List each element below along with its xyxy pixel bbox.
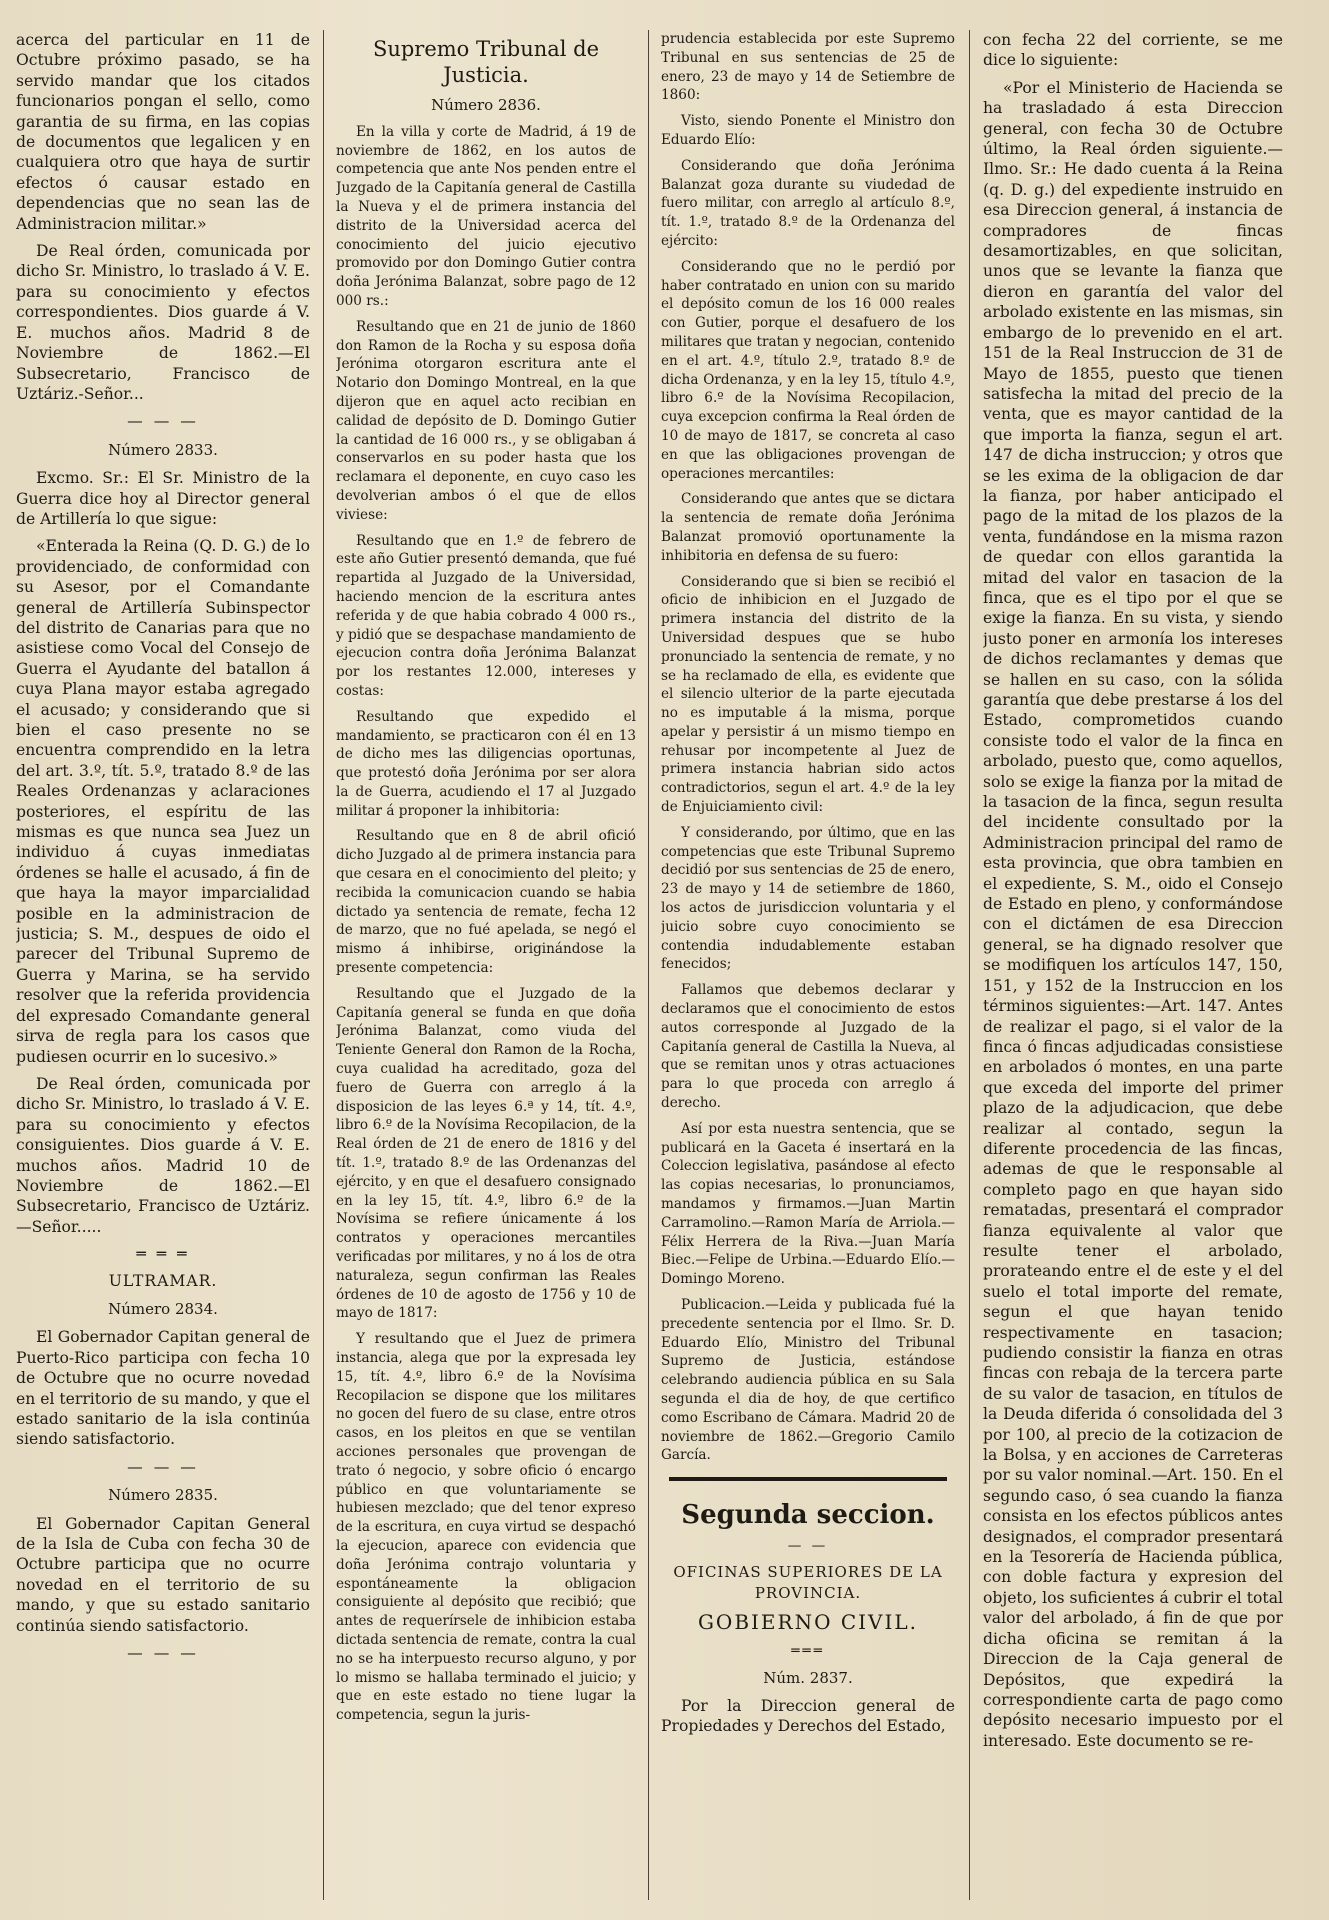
paragraph: Publicacion.—Leida y publicada fué la precedente sentencia por el Ilmo. Sr. D. Eduardo Elío, Ministro del Tribunal Supremo de Justicia, estándose celebrando audiencia pública en su Sala segunda el dia de hoy, de que certifico como Escribano de Cámara. Madrid 20 de noviembre de 1862.—Gregorio Camilo García.: [661, 1297, 955, 1464]
paragraph: Considerando que antes que se dictara la sentencia de remate doña Jerónima Balanzat promovió oportunamente la inhibitoria en defensa de su fuero:: [661, 491, 955, 564]
section-heading: Supremo Tribunal de Justicia.: [372, 37, 600, 87]
separator: ═ ═ ═: [136, 1245, 190, 1264]
separator: — — —: [127, 1457, 199, 1476]
paragraph: Resultando que en 8 de abril ofició dicho Juzgado al de primera instancia para que cesara en el conocimiento del pleito; y recibida la comunicacion cuando se habia dictado ya sentencia de remate, fecha 12 de marzo, que no fué apelada, se negó el mismo á inhibirse, originándose la presente competencia:: [336, 828, 636, 977]
paragraph: Visto, siendo Ponente el Ministro don Eduardo Elío:: [661, 113, 955, 148]
paragraph: Resultando que el Juzgado de la Capitanía general se funda en que doña Jerónima Balanzat, como viuda del Teniente General don Ramon de la Rocha, cuya cualidad ha acreditado, goza del fuero de Guerra con arreglo á la disposicion de las leyes 6.ª y 14, tít. 4.º, libro 6.º de la Novísima Recopilacion, de la Real órden de 21 de enero de 1816 y del tít. 1.º, tratado 8.º de las Ordenanzas del ejército, y en que el desafuero consignado en la ley 15, tít. 4.º, libro 6.º de la Novísima se refiere únicamente á los contratos y operaciones mercantiles verificadas por militares, y no á los de otra naturaleza, segun confirman las Reales órdenes de 10 de agosto de 1756 y 10 de mayo de 1817:: [336, 985, 636, 1322]
office-heading: GOBIERNO CIVIL.: [697, 1609, 919, 1634]
paragraph: Resultando que expedido el mandamiento, se practicaron con él en 13 de dicho mes las diligencias oportunas, que protestó doña Jerónima por ser alora la de Guerra, acudiendo el 17 al Juzgado militar á proponer la inhibitoria:: [336, 708, 636, 819]
column-rule: [323, 30, 324, 1900]
paragraph: El Gobernador Capitan General de la Isla de Cuba con fecha 30 de Octubre participa que no ocurre novedad en el territorio de su mando, y que su estado sanitario continúa siendo satisfactorio.: [16, 1514, 310, 1635]
paragraph: Así por esta nuestra sentencia, que se publicará en la Gaceta é insertará en la Coleccion legislativa, pasándose al efecto las copias necesarias, lo pronunciamos, mandamos y firmamos.—Juan Martin Carramolino.—Ramon María de Arriola.—Félix Herrera de la Riva.—Juan María Biec.—Felipe de Urbina.—Eduardo Elío.—Domingo Moreno.: [661, 1120, 955, 1288]
article-number: Número 2833.: [108, 440, 218, 459]
paragraph: Y considerando, por último, que en las competencias que este Tribunal Supremo decidió por sus sentencias de 25 de enero, 23 de mayo y 14 de setiembre de 1860, los actos de jurisdiccion voluntaria y el juicio sobre cuyo conocimiento se contendia indudablemente estaban fenecidos;: [661, 824, 955, 973]
separator: — — —: [127, 1644, 199, 1663]
separator: ═══: [791, 1642, 825, 1659]
column-1: [16, 30, 310, 1900]
article-number: Núm. 2837.: [763, 1668, 853, 1687]
column-2: [336, 30, 636, 1900]
office-heading: OFICINAS SUPERIORES DE LA PROVINCIA.: [673, 1562, 943, 1602]
paragraph: Resultando que en 21 de junio de 1860 don Ramon de la Rocha y su esposa doña Jerónima otorgaron escritura ante el Notario don Domingo Montreal, en la que dijeron que en aquel acto recibian en calidad de depósito de D. Domingo Gutier la cantidad de 16 000 rs., y se obligaban á conservarlos en su poder hasta que los reclamara el deponente, en cuyo caso les devolverian ambos ó el que de ellos viviese:: [336, 318, 636, 523]
article-number: Número 2834.: [108, 1299, 218, 1318]
paragraph: Y resultando que el Juez de primera instancia, alega que por la expresada ley 15, tít. 4.º, libro 6.º de la Novísima Recopilacion se dispone que los militares no gocen del fuero de su clase, entre otros casos, en los pleitos en que se ventilan acciones personales que provengan de trato ó negocio, y sobre oficio ó encargo público en que voluntariamente se hubiesen mezclado; que del tenor expreso de la escritura, en cuya virtud se despachó la ejecucion, aparece con evidencia que doña Jerónima contrajo voluntaria y espontáneamente la obligacion consiguiente al depósito que recibió; que antes de requerírsele de inhibicion estaba dictada sentencia de remate, contra la cual no se ha interpuesto recurso alguno, y por lo mismo se hallaba terminado el juicio; y que en este estado no tiene lugar la competencia, segun la juris-: [336, 1331, 636, 1724]
column-4: [983, 30, 1283, 1900]
section-heading: ULTRAMAR.: [108, 1271, 218, 1290]
section-rule: [669, 1477, 947, 1481]
paragraph: De Real órden, comunicada por dicho Sr. Ministro, lo traslado á V. E. para su conocimiento y efectos correspondientes. Dios guarde á V. E. muchos años. Madrid 8 de Noviembre de 1862.—El Subsecretario, Francisco de Uztáriz.-Señor...: [16, 242, 310, 403]
paragraph: Por la Direccion general de Propiedades y Derechos del Estado,: [661, 1696, 955, 1735]
separator: — —: [787, 1538, 829, 1555]
paragraph: El Gobernador Capitan general de Puerto-Rico participa con fecha 10 de Octubre que no ocurre novedad en el territorio de su mando, y que el estado sanitario de la isla continúa siendo satisfactorio.: [16, 1328, 310, 1449]
column-rule: [648, 30, 649, 1900]
column-rule: [969, 30, 970, 1900]
paragraph: acerca del particular en 11 de Octubre próximo pasado, se ha servido mandar que los citados funcionarios pongan el sello, como garantia de su firma, en las copias de documentos que legalicen y en cualquiera otro que haya de surtir efectos ó causar estado en dependencias que no sean las de Administracion militar.»: [16, 31, 310, 233]
article-number: Número 2835.: [108, 1486, 218, 1505]
paragraph: «Enterada la Reina (Q. D. G.) de lo providenciado, de conformidad con su Asesor, por el Comandante general de Artillería Subinspector del distrito de Canarias para que no asistiese como Vocal del Consejo de Guerra el Ayudante del batallon á cuya Plana mayor estaba agregado el acusado; y considerando que si bien el caso presente no se encuentra comprendido en la letra del art. 3.º, tít. 5.º, tratado 8.º de las Reales Ordenanzas y aclaraciones posteriores, el espíritu de las mismas es que nunca sea Juez un individuo á cuyas inmediatas órdenes se halle el acusado, á fin de que haya la mayor imparcialidad posible en la administracion de justicia; S. M., despues de oido el parecer del Tribunal Supremo de Guerra y Marina, se ha servido resolver que la referida providencia del expresado Comandante general sirva de regla para los casos que pudiesen ocurrir en lo sucesivo.»: [16, 537, 310, 1066]
paragraph: Considerando que si bien se recibió el oficio de inhibicion en el Juzgado de primera instancia del distrito de la Universidad despues que se hubo pronunciado la sentencia de remate, y no se ha reclamado de ella, es evidente que el silencio ulterior de la parte ejecutada no es imputable á la misma, porque apelar y persistir á un mismo tiempo en rehusar por incompetente al Juez de primera instancia habrian sido actos contradictorios, segun el art. 4.º de la ley de Enjuiciamiento civil:: [661, 573, 955, 816]
paragraph: prudencia establecida por este Supremo Tribunal en sus sentencias de 25 de enero, 23 de mayo y 14 de Setiembre de 1860:: [661, 31, 955, 104]
paragraph: De Real órden, comunicada por dicho Sr. Ministro, lo traslado á V. E. para su conocimiento y efectos consiguientes. Dios guarde á V. E. muchos años. Madrid 10 de Noviembre de 1862.—El Subsecretario, Francisco de Uztáriz.—Señor.....: [16, 1074, 310, 1236]
paragraph: «Por el Ministerio de Hacienda se ha trasladado á esta Direccion general, con fecha 30 de Octubre último, la Real órden siguiente.—Ilmo. Sr.: He dado cuenta á la Reina (q. D. g.) del expediente instruido en esa Direccion general, á instancia de compradores de fincas desamortizables, en que solicitan, unos que se levante la fianza que dieron en garantía del valor del arbolado existente en las mismas, sin embargo de lo prevenido en el art. 151 de la Real Instruccion de 31 de Mayo de 1855, puesto que tienen satisfecha la mitad del precio de la venta, que es mayor cantidad de la que importa la fianza, segun el art. 147 de dicha instruccion; y otros que se les exima de la obligacion de dar la fianza, por haber anticipado el pago de la mitad de los plazos de la venta, fundándose en la misma razon de quedar con ellos garantida la mitad del valor en tasacion de la finca, que es el tipo por el que se exige la fianza. En su vista, y siendo justo poner en armonía los intereses de dichos reclamantes y demas que se hallen en su caso, con la sólida garantía que debe prestarse á los del Estado, comprometidos cuando consiste todo el valor de la finca en arbolado, puesto que, como aquellos, solo se exige la fianza por la mitad de la tasacion de la finca, segun resulta del incidente consultado por la Administracion principal del ramo de esta provincia, que obra tambien en el expediente, S. M., oido el Consejo de Estado en pleno, y conformándose con el dictámen de esa Direccion general, se ha dignado resolver que se modifiquen los artículos 147, 150, 151, y 152 de la Instruccion en los términos siguientes:—Art. 147. Antes de realizar el pago, si el valor de la finca ó fincas adjudicadas consistiese en arbolados ó montes, en una parte que exceda del importe del primer plazo de la adjudicacion, que debe realizar al contado, segun la diferente procedencia de las fincas, ademas de que le responsable al completo pago en que hayan sido rematadas, presentará el comprador fianza equivalente al valor que resulte tener el arbolado, prorateando entre el de este y el del suelo el total importe del remate, segun el que hayan tenido respectivamente en tasacion; pudiendo consistir la fianza en otras fincas con rebaja de la tercera parte de su valor de tasacion, en títulos de la Deuda diferida ó consolidada del 3 por 100, al precio de la cotizacion de la Bolsa, y en acciones de Carreteras por su valor nominal.—Art. 150. En el segundo caso, ó sea cuando la fianza consista en los efectos públicos antes designados, el comprador presentará en la Tesorería de Hacienda pública, con doble factura y expresion del objeto, los suficientes á cubrir el total valor del arbolado, á fin de que por dicha oficina se remitan á la Direccion de la Caja general de Depósitos, que expedirá la correspondiente carta de pago como depósito necesario impuesto por el interesado. Este documento se re-: [983, 78, 1283, 1750]
paragraph: Considerando que doña Jerónima Balanzat goza durante su viudedad de fuero militar, con arreglo al artículo 8.º, tít. 1.º, tratado 8.º de la Ordenanza del ejército:: [661, 157, 955, 249]
article-number: Número 2836.: [431, 96, 541, 114]
column-3: [661, 30, 955, 1900]
paragraph: con fecha 22 del corriente, se me dice lo siguiente:: [983, 31, 1283, 70]
paragraph: Resultando que en 1.º de febrero de este año Gutier presentó demanda, que fué repartida al Juzgado de la Universidad, haciendo mencion de la escritura antes referida y de que habia cobrado 4 000 rs., y pidió que se despachase mandamiento de ejecucion contra doña Jerónima Balanzat por los restantes 12.000, intereses y costas:: [336, 532, 636, 699]
paragraph: Considerando que no le perdió por haber contratado en union con su marido el depósito comun de los 16 000 reales con Gutier, porque el desafuero de los militares que tratan y negocian, contenido en el art. 4.º, título 2.º, tratado 8.º de dicha Ordenanza, y en la ley 15, título 4.º, libro 6.º de la Novísima Recopilacion, cuya excepcion confirma la Real órden de 10 de mayo de 1817, se concreta al caso en que las obligaciones provengan de operaciones mercantiles:: [661, 258, 955, 482]
paragraph: En la villa y corte de Madrid, á 19 de noviembre de 1862, en los autos de competencia que ante Nos penden entre el Juzgado de la Capitanía general de Castilla la Nueva y el de primera instancia del distrito de la Universidad acerca del conocimiento del juicio ejecutivo promovido por don Domingo Gutier contra doña Jerónima Balanzat, sobre pago de 12 000 rs.:: [336, 123, 636, 309]
section-title: Segunda seccion.: [681, 1500, 935, 1531]
separator: — — —: [127, 412, 199, 431]
paragraph: Excmo. Sr.: El Sr. Ministro de la Guerra dice hoy al Director general de Artillería lo que sigue:: [16, 469, 310, 528]
paragraph: Fallamos que debemos declarar y declaramos que el conocimiento de estos autos corresponde al Juzgado de la Capitanía general de Castilla la Nueva, al que se remitan unos y otras actuaciones para lo que proceda con arreglo á derecho.: [661, 982, 955, 1112]
